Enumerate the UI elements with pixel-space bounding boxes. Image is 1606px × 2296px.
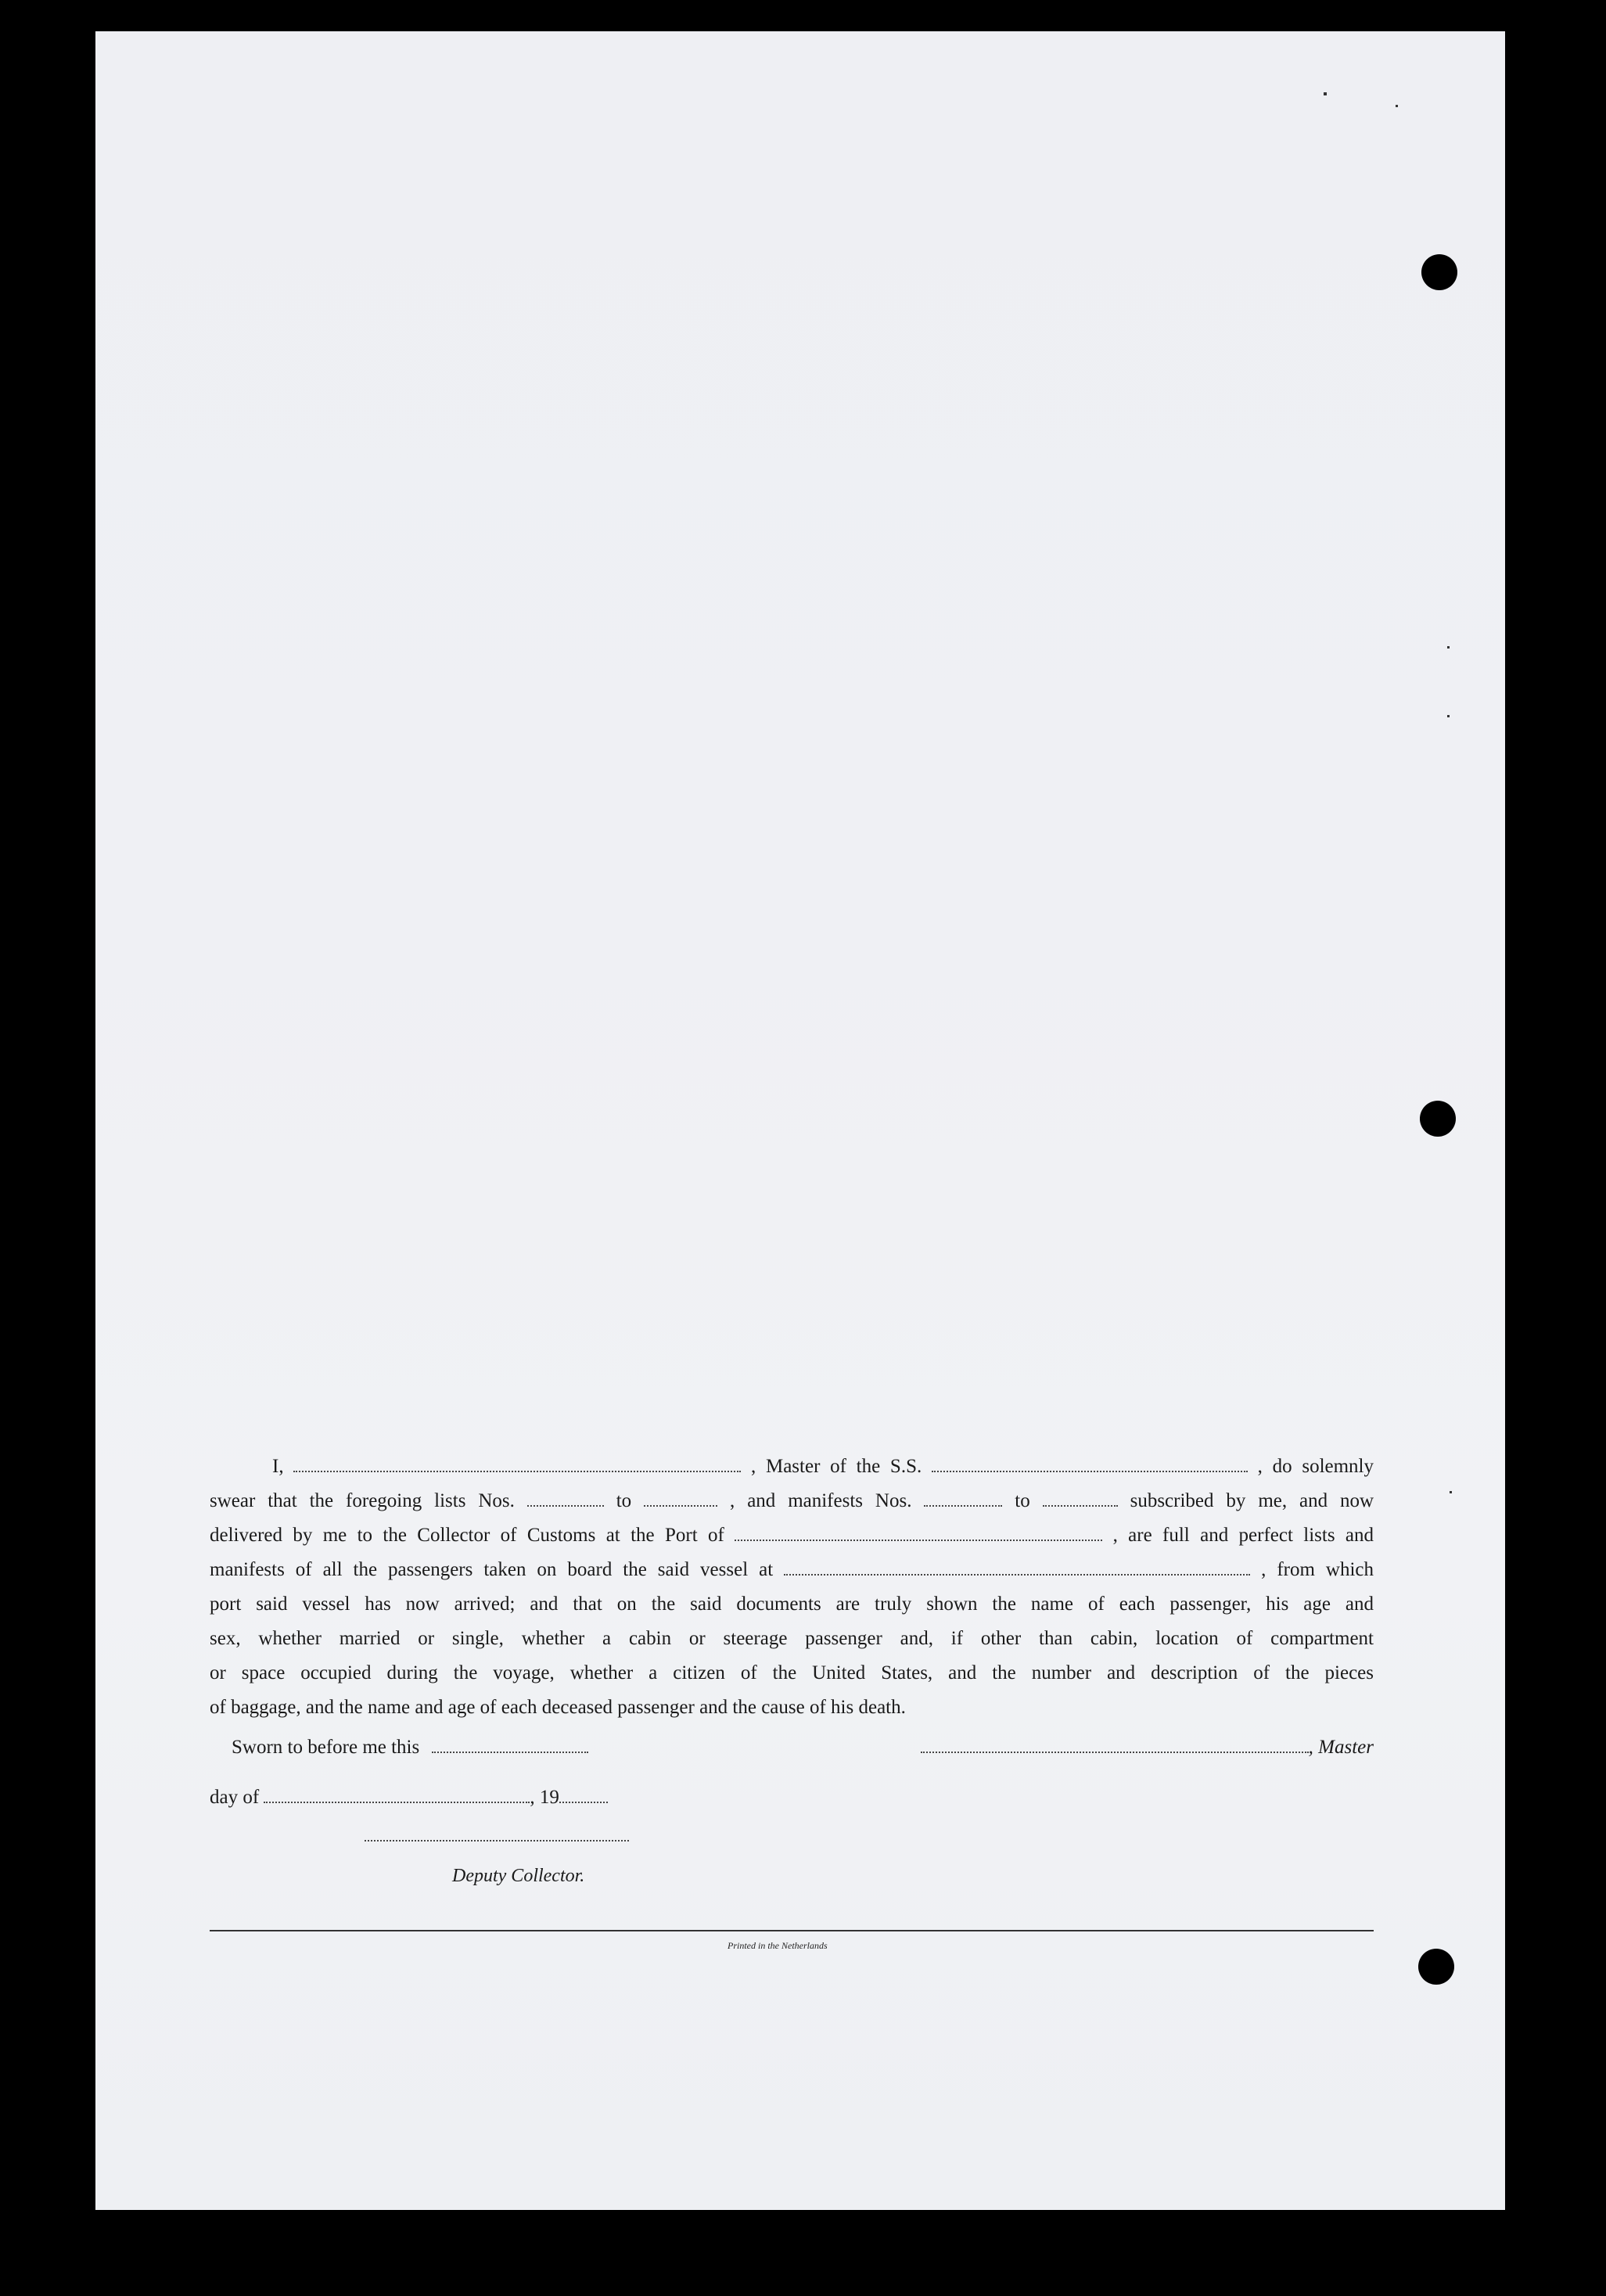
punch-hole-bottom	[1418, 1949, 1454, 1985]
departure-port-blank	[784, 1560, 1250, 1576]
master-signature	[921, 1737, 1374, 1759]
oath-text: manifests of all the passengers taken on board the said vessel at	[210, 1559, 774, 1580]
oath-line-2	[210, 1484, 1374, 1518]
collector-signature-blank	[365, 1840, 629, 1841]
oath-text: , from which	[1261, 1559, 1374, 1580]
scan-speck	[1450, 1491, 1452, 1493]
footer-rule	[210, 1930, 1374, 1931]
scan-speck	[1324, 92, 1327, 95]
month-blank	[264, 1788, 530, 1803]
document-page	[95, 31, 1505, 2210]
printer-note: Printed in the Netherlands	[728, 1940, 828, 1951]
oath-text: to	[1015, 1490, 1030, 1511]
master-name-blank	[293, 1457, 741, 1472]
manifest-to-blank	[1043, 1491, 1118, 1507]
oath-text: , and manifests Nos.	[730, 1490, 912, 1511]
sworn-label: Sworn to before me this	[232, 1737, 420, 1758]
oath-line-3	[210, 1518, 1374, 1553]
oath-text: , Master of the S.S.	[751, 1456, 922, 1477]
day-of-row	[210, 1787, 608, 1809]
scan-speck	[1396, 105, 1398, 107]
oath-text: delivered by me to the Collector of Customs at the Port of	[210, 1525, 724, 1546]
oath-text: , do solemnly	[1257, 1456, 1374, 1477]
scan-speck	[1447, 715, 1450, 717]
year-blank	[559, 1788, 608, 1803]
sworn-day-blank	[432, 1737, 588, 1753]
master-signature-blank	[921, 1737, 1309, 1753]
master-label: , Master	[1308, 1737, 1374, 1758]
day-of-label: day of	[210, 1787, 260, 1808]
manifest-from-blank	[924, 1491, 1002, 1507]
oath-line-6: sex, whether married or single, whether a cabin or steerage passenger and, if other than cabin, location of compartment	[210, 1628, 1374, 1649]
list-from-blank	[527, 1491, 604, 1507]
ship-name-blank	[932, 1457, 1248, 1472]
oath-line-5: port said vessel has now arrived; and that on the said documents are truly shown the name of each passenger, his age and	[210, 1594, 1374, 1615]
oath-line-7: or space occupied during the voyage, whether a citizen of the United States, and the number and description of the pieces	[210, 1662, 1374, 1683]
sworn-statement	[232, 1737, 588, 1759]
oath-line-8: of baggage, and the name and age of each deceased passenger and the cause of his death.	[210, 1697, 906, 1718]
oath-line-1	[210, 1450, 1374, 1484]
scan-speck	[1447, 646, 1450, 649]
punch-hole-middle	[1420, 1101, 1456, 1137]
punch-hole-top	[1421, 254, 1457, 290]
oath-text: swear that the foregoing lists Nos.	[210, 1490, 515, 1511]
oath-text: subscribed by me, and now	[1130, 1490, 1374, 1511]
oath-text: , are full and perfect lists and	[1112, 1525, 1374, 1546]
year-label: , 19	[530, 1787, 559, 1808]
oath-line-4	[210, 1553, 1374, 1587]
port-blank	[735, 1525, 1102, 1541]
list-to-blank	[644, 1491, 717, 1507]
oath-paragraph	[210, 1450, 1374, 1725]
oath-text: to	[616, 1490, 632, 1511]
deputy-collector-label: Deputy Collector.	[452, 1866, 585, 1886]
oath-text: I,	[272, 1456, 284, 1477]
